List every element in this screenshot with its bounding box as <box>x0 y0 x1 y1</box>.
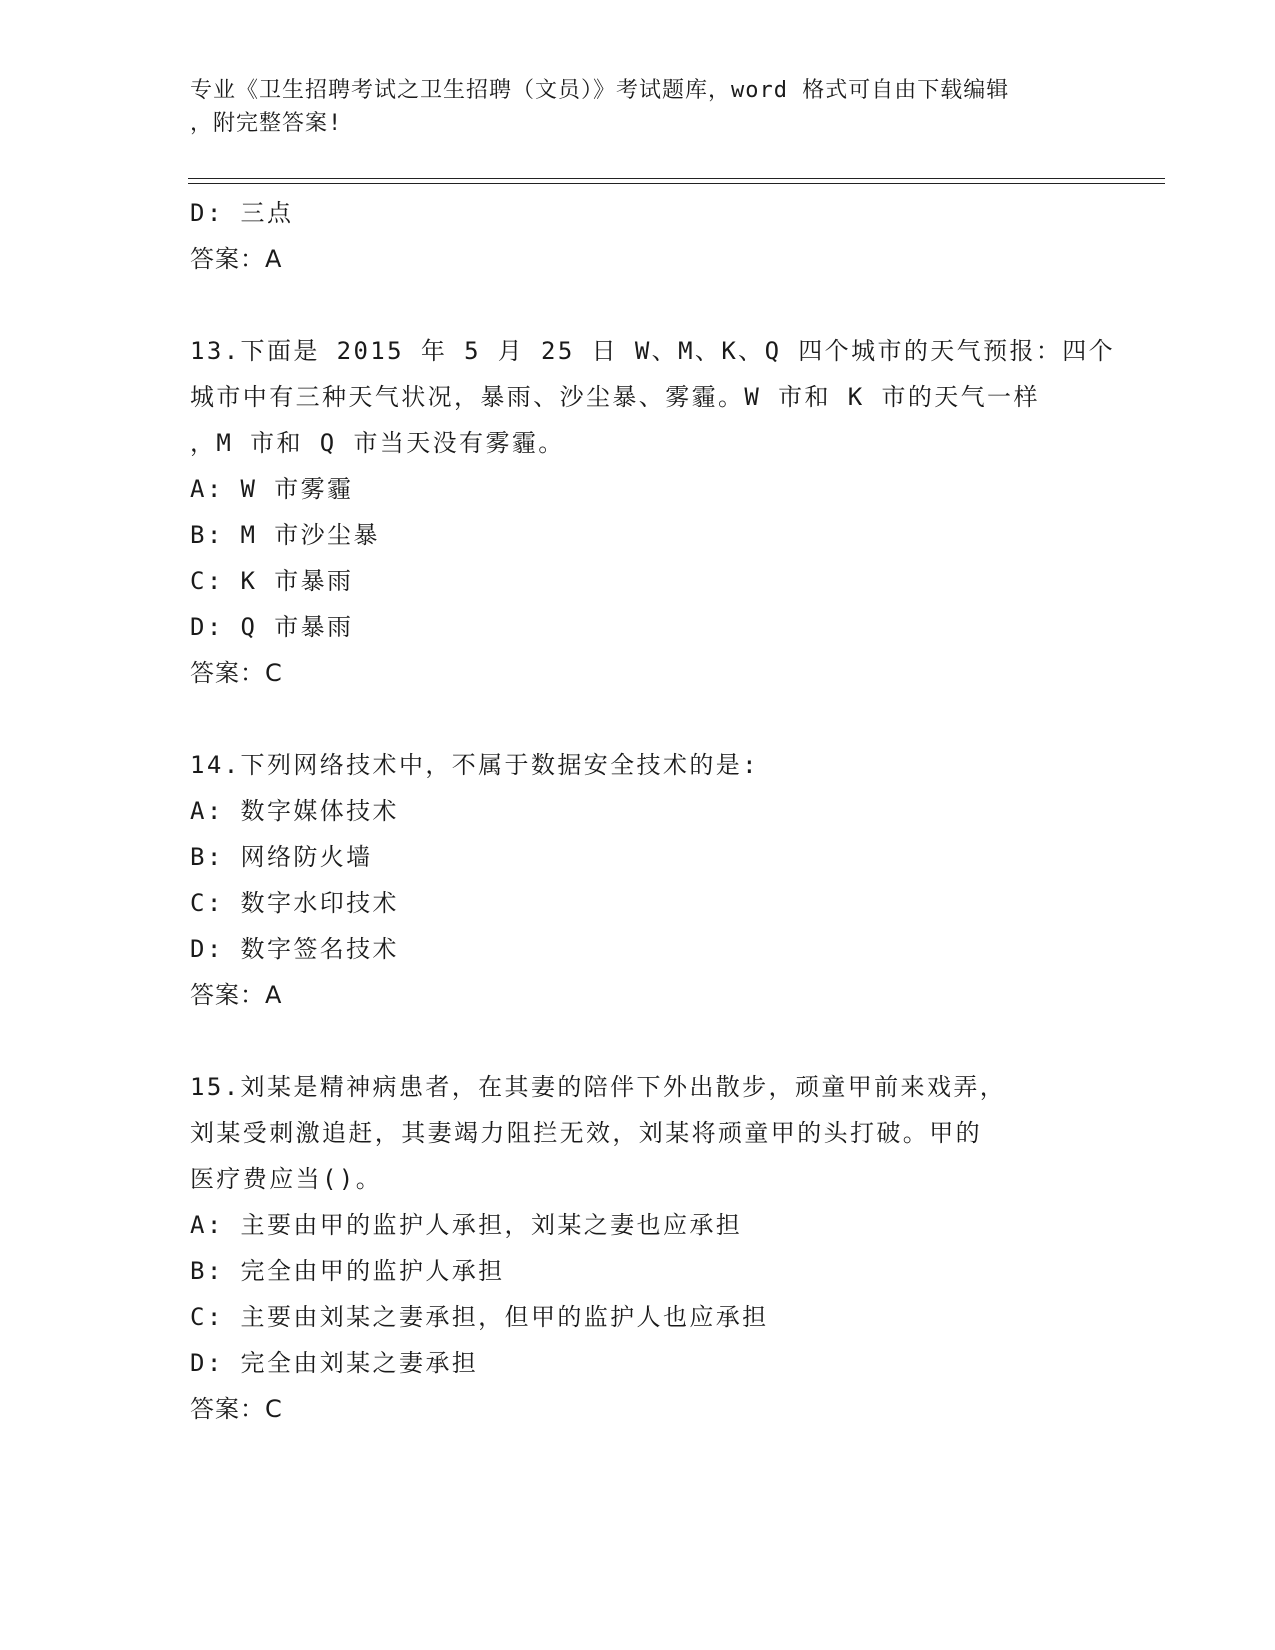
spacer <box>190 1018 1110 1064</box>
answer-line: 答案：A <box>190 245 283 273</box>
prev-question-tail <box>190 190 1110 282</box>
option-b: B: 完全由甲的监护人承担 <box>190 1257 505 1285</box>
question-stem <box>190 1064 1110 1202</box>
header-line-2: ，附完整答案! <box>190 111 343 136</box>
header-line-1: 专业《卫生招聘考试之卫生招聘（文员）》考试题库，word 格式可自由下载编辑 <box>190 78 1010 103</box>
option-d: D: Q 市暴雨 <box>190 613 354 641</box>
stem-line: ，M 市和 Q 市当天没有雾霾。 <box>190 429 565 457</box>
document-header <box>190 74 1090 140</box>
option-b: B: M 市沙尘暴 <box>190 521 380 549</box>
question-15 <box>190 1064 1110 1432</box>
option-c: C: K 市暴雨 <box>190 567 354 595</box>
question-13 <box>190 328 1116 696</box>
question-stem <box>190 328 1116 466</box>
spacer <box>190 282 1110 328</box>
option-a: A: 主要由甲的监护人承担，刘某之妻也应承担 <box>190 1211 743 1239</box>
option-d: D: 三点 <box>190 199 294 227</box>
option-c: C: 数字水印技术 <box>190 889 399 917</box>
stem-line: 城市中有三种天气状况，暴雨、沙尘暴、雾霾。W 市和 K 市的天气一样 <box>190 383 1040 411</box>
answer-line: 答案：C <box>190 659 283 687</box>
option-d: D: 完全由刘某之妻承担 <box>190 1349 479 1377</box>
option-a: A: W 市雾霾 <box>190 475 354 503</box>
header-divider-top <box>188 178 1165 179</box>
stem-line: 刘某受刺激追赶，其妻竭力阻拦无效，刘某将顽童甲的头打破。甲的 <box>190 1119 982 1147</box>
stem-line: 15.刘某是精神病患者，在其妻的陪伴下外出散步，顽童甲前来戏弄， <box>190 1073 1007 1101</box>
answer-line: 答案：A <box>190 981 283 1009</box>
question-stem <box>190 742 1110 788</box>
option-d: D: 数字签名技术 <box>190 935 399 963</box>
document-body <box>190 190 1116 1432</box>
header-divider-bottom <box>188 183 1165 184</box>
stem-line: 医疗费应当()。 <box>190 1165 383 1193</box>
option-c: C: 主要由刘某之妻承担，但甲的监护人也应承担 <box>190 1303 769 1331</box>
stem-line: 14.下列网络技术中，不属于数据安全技术的是: <box>190 751 759 779</box>
stem-line: 13.下面是 2015 年 5 月 25 日 W、M、K、Q 四个城市的天气预报：四个 <box>190 337 1116 365</box>
spacer <box>190 696 1110 742</box>
question-14 <box>190 742 1110 1018</box>
option-b: B: 网络防火墙 <box>190 843 373 871</box>
option-a: A: 数字媒体技术 <box>190 797 399 825</box>
answer-line: 答案：C <box>190 1395 283 1423</box>
